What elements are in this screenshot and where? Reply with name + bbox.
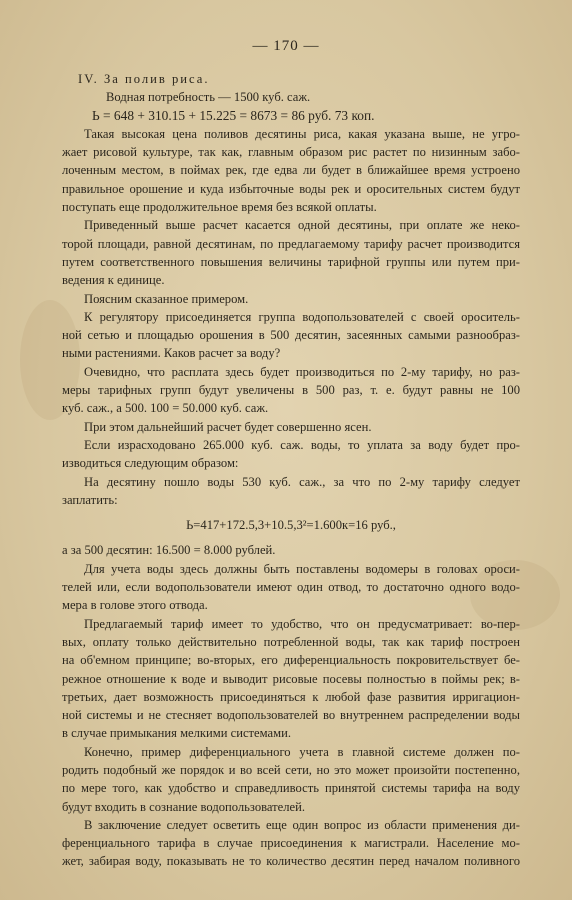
text-line: Приведенный выше расчет касается одной десятины, при оплате же неко- xyxy=(84,218,520,233)
text-line: Очевидно, что расплата здесь будет производиться по 2-му тарифу, но раз- xyxy=(84,364,520,379)
text-line: путем соответственного повышения величины тарифной группы или путем при- xyxy=(62,254,520,269)
text-line: При этом дальнейший расчет будет совершенно ясен. xyxy=(84,419,372,434)
text-line: Конечно, пример диференциального учета в главной системе должен по- xyxy=(84,744,520,759)
text-line: родить подобный же порядок и во всей сети, но это может произойти постепенно, xyxy=(62,762,520,777)
text-line: ференциального тарифа в случае присоединения к магистрали. Население мо- xyxy=(62,836,520,851)
text-line: меры тарифных групп будут увеличены в 500 раз, т. е. будут равны не 100 xyxy=(62,383,520,398)
text-line: телей или, если водопользователи имеют один отвод, то достаточно одного водо- xyxy=(62,580,520,595)
text-line: жает рисовой культуре, так как, главным образом рис растет по низинным забо- xyxy=(62,145,520,160)
page-number: — 170 — xyxy=(252,38,320,54)
formula-line: Ь=417+172.5,3+10.5,3²=1.600к=16 руб., xyxy=(186,518,396,533)
text-line: К регулятору присоединяется группа водопользователей с своей ороситель- xyxy=(84,309,520,324)
formula-line: Ь = 648 + 310.15 + 15.225 = 8673 = 86 руб. 73 коп. xyxy=(92,107,375,123)
text-line: на об'емном принципе; во-вторых, его диференциальность покровительствует бе- xyxy=(62,653,520,668)
text-line: торой площади, равной десятинам, по предлагаемому тарифу расчет производится xyxy=(62,236,520,251)
spacer xyxy=(62,509,520,516)
text-line: в случае примыкания мелкими системами. xyxy=(62,726,291,741)
text-line: Поясним сказанное примером. xyxy=(84,291,249,306)
text-line: вых, оплату только действительно потребленной воды, так как тариф построен xyxy=(62,634,520,649)
text-line: ведения к единице. xyxy=(62,273,165,288)
text-line: Такая высокая цена поливов десятины риса, какая указана выше, не угро- xyxy=(84,126,520,141)
body-text xyxy=(62,70,520,871)
text-line: заплатить: xyxy=(62,492,118,507)
text-line: Если израсходовано 265.000 куб. саж. воды, то уплата за воду будет про- xyxy=(84,437,520,452)
text-line: Предлагаемый тариф имеет то удобство, что он предусматривает: во-пер- xyxy=(84,616,520,631)
text-line: мера в голове этого отвода. xyxy=(62,598,208,613)
text-line: лоченным местом, в поймах рек, где едва ли будет в ближайшее время устроено xyxy=(62,163,520,178)
text-line: по мере того, как удобство и справедливость принятой системы тарифа на воду xyxy=(62,781,520,796)
text-line: жет, забирая воду, показывать не то количество десятин перед началом поливного xyxy=(62,854,520,869)
formula-line: Водная потребность — 1500 куб. саж. xyxy=(106,90,311,105)
text-line: изводиться следующим образом: xyxy=(62,456,239,471)
spacer xyxy=(62,534,520,541)
text-line: режное отношение к воде и выводит рисовые посевы полностью в поймы рек; в- xyxy=(62,671,520,686)
text-line: Для учета воды здесь должны быть поставлены водомеры в головах ороси- xyxy=(84,561,520,576)
text-line: поступать еще продолжительное время без всякой оплаты. xyxy=(62,200,377,215)
text-line: будут входить в сознание водопользователей. xyxy=(62,799,306,814)
text-line: ной системы и не стесняет водопользователей во внутреннем распределении воды xyxy=(62,708,520,723)
text-line: правильное орошение и куда избыточные воды рек и оросительных систем будут xyxy=(62,181,520,196)
text-line: третьих, дает возможность присоединяться к любой фазе развития ирригацион- xyxy=(62,689,520,704)
text-line: На десятину пошло воды 530 куб. саж., за что по 2-му тарифу следует xyxy=(84,474,520,489)
text-line: а за 500 десятин: 16.500 = 8.000 рублей. xyxy=(62,543,276,558)
text-line: В заключение следует осветить еще один вопрос из области применения ди- xyxy=(84,817,520,832)
text-line: куб. саж., а 500. 100 = 50.000 куб. саж. xyxy=(62,401,269,416)
text-line: ными растениями. Каков расчет за воду? xyxy=(62,346,281,361)
section-heading: IV. За полив риса. xyxy=(78,72,210,86)
text-line: ной сетью и площадью орошения в 500 десятин, засеянных самыми разнообраз- xyxy=(62,328,520,343)
